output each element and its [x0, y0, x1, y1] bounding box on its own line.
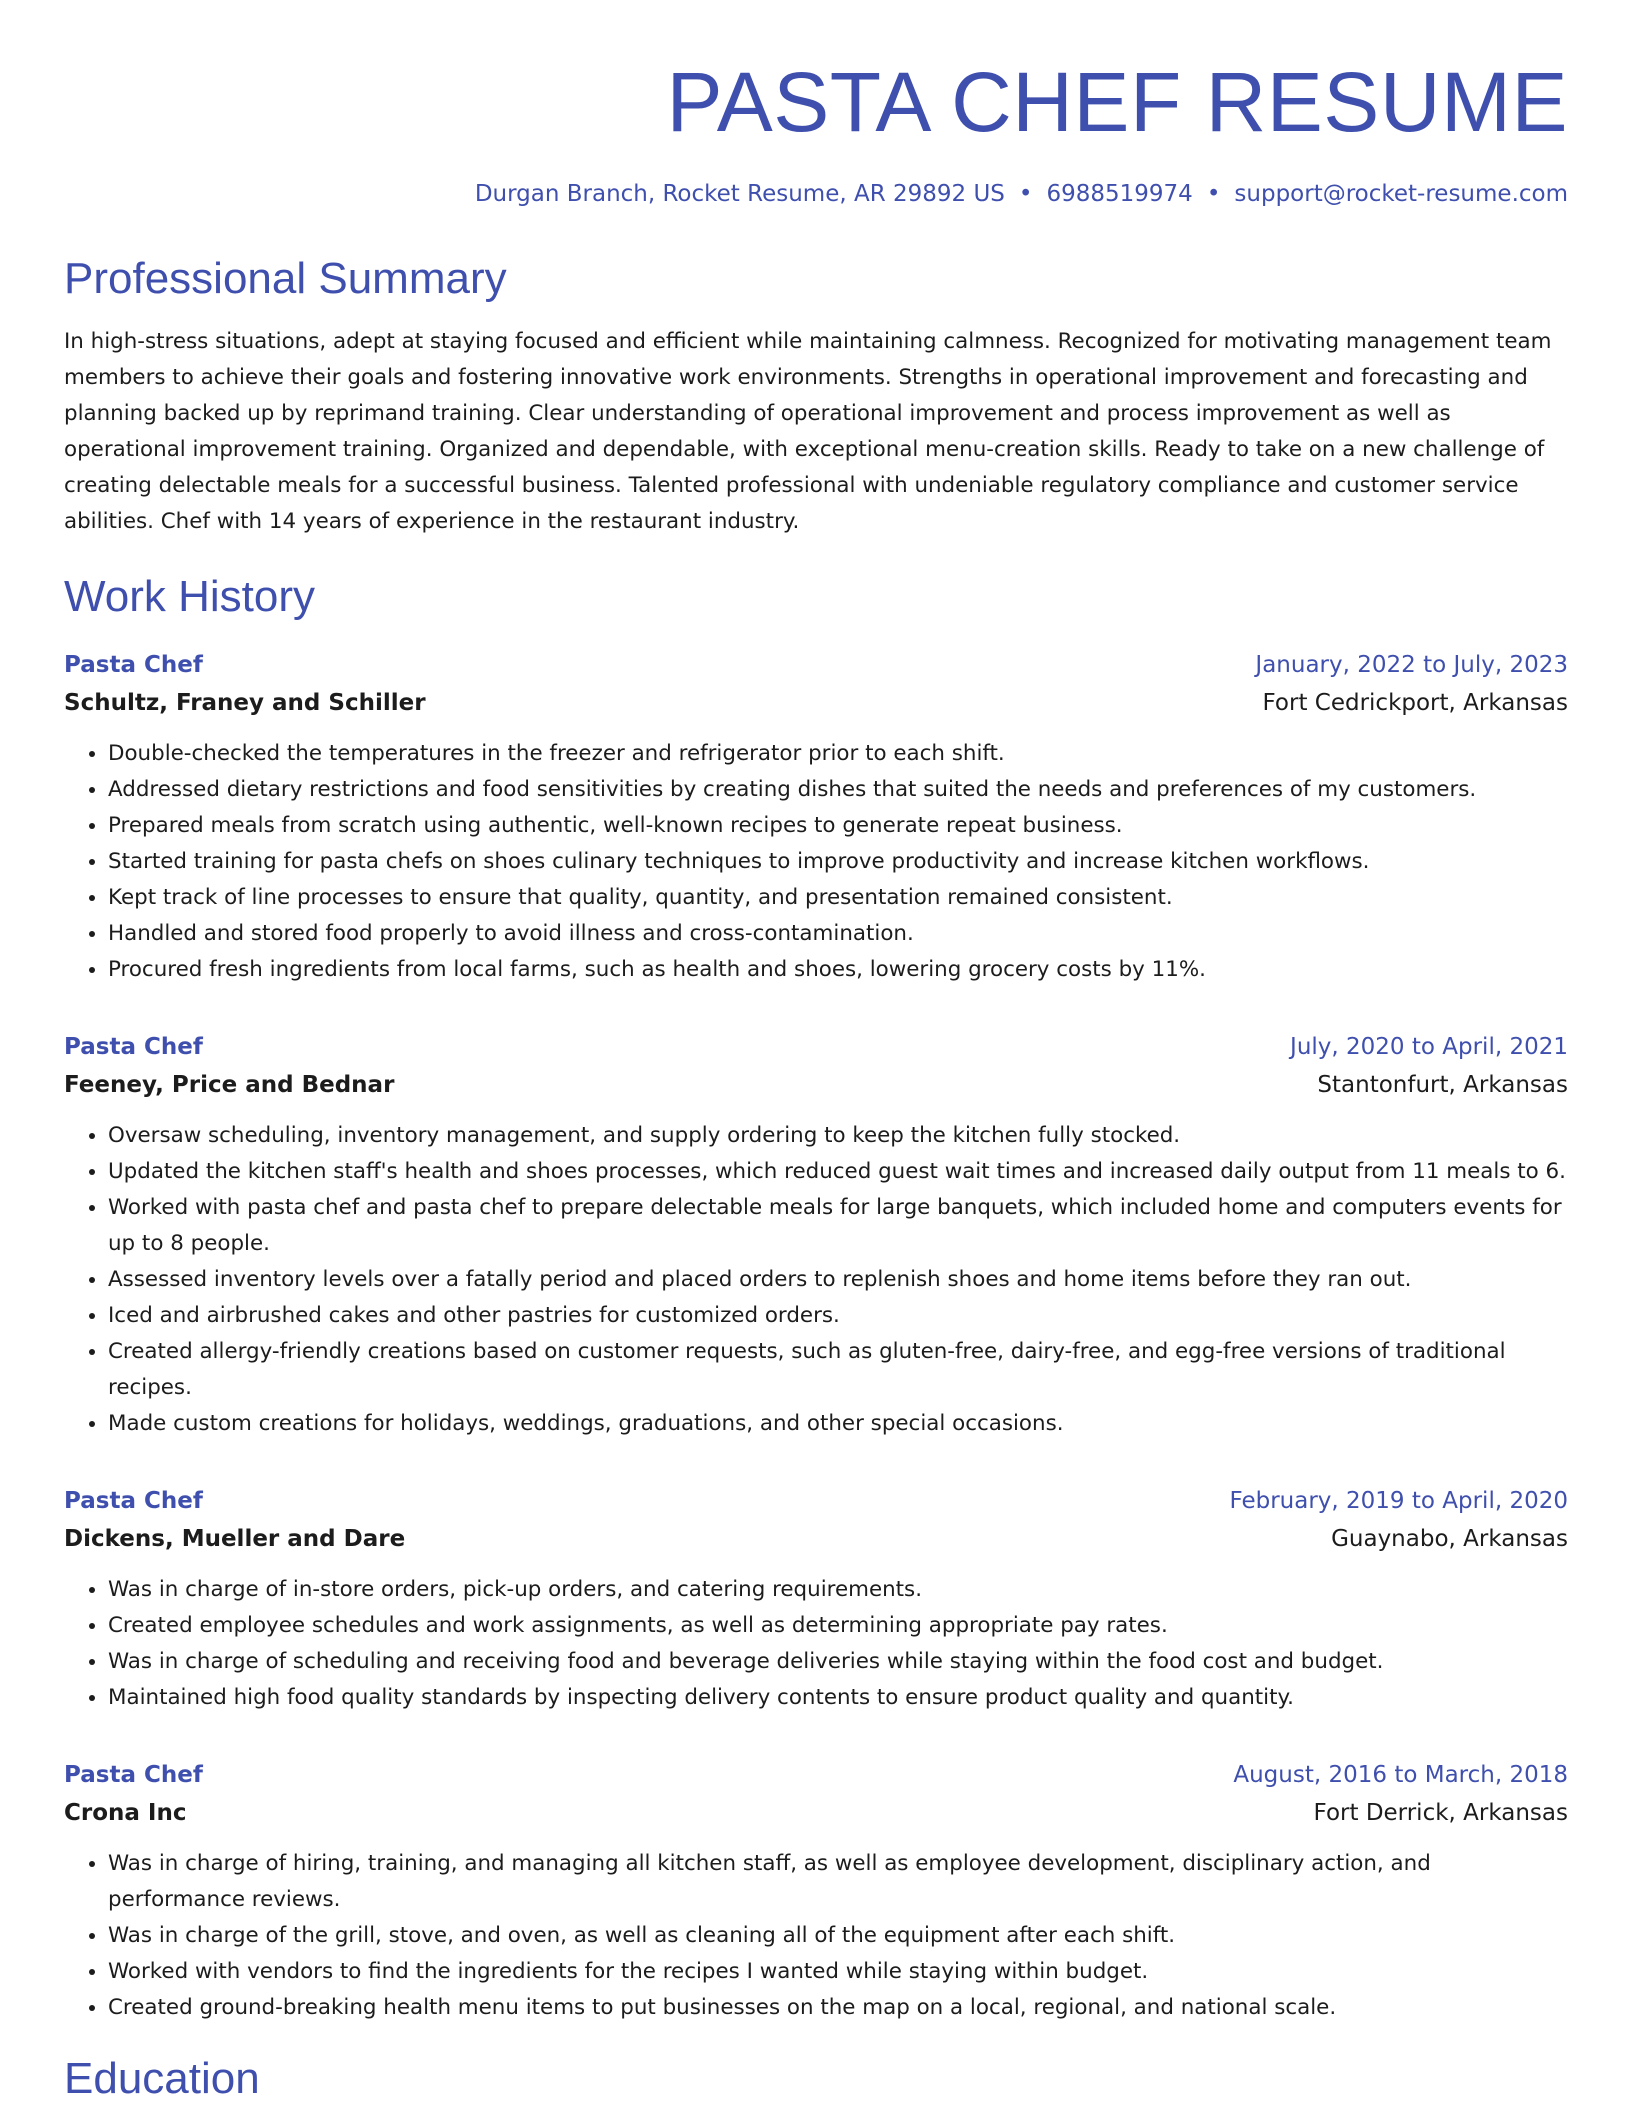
job-role: Pasta Chef: [64, 1488, 203, 1514]
job-role: Pasta Chef: [64, 652, 203, 678]
job-bullets: [64, 1846, 1568, 2026]
summary-text: In high-stress situations, adept at staying focused and efficient while maintaining calmness. Recognized for motivating management team members to achieve their goals and fostering innovative work environments. Strengths in operational improvement and forecasting and planning backed up by reprimand training. Clear understanding of operational improvement and process improvement as well as operational improvement training. Organized and dependable, with exceptional menu-creation skills. Ready to take on a new challenge of creating delectable meals for a successful business. Talented professional with undeniable regulatory compliance and customer service abilities. Chef with 14 years of experience in the restaurant industry.: [64, 329, 1552, 534]
job-bullets: [64, 1572, 1568, 1716]
job-bullet-item: • Prepared meals from scratch using authentic, well-known recipes to generate repeat business.: [108, 808, 1568, 844]
job-bullet-item: • Addressed dietary restrictions and food sensitivities by creating dishes that suited the needs and preferences of my customers.: [108, 772, 1568, 808]
job-bullet-item: • Assessed inventory levels over a fatally period and placed orders to replenish shoes and home items before they ran out.: [108, 1262, 1568, 1298]
job-company: Feeney, Price and Bednar: [64, 1072, 395, 1098]
work-history-heading: Work History: [64, 572, 315, 621]
contact-address: Durgan Branch, Rocket Resume, AR 29892 US: [474, 181, 1005, 207]
job-bullet-item: • Worked with vendors to find the ingredients for the recipes I wanted while staying within budget.: [108, 1954, 1568, 1990]
resume-header: [64, 0, 1568, 210]
job-bullet-item: • Created ground-breaking health menu items to put businesses on the map on a local, regional, and national scale.: [108, 1990, 1568, 2026]
resume-title: PASTA CHEF RESUME: [666, 55, 1568, 149]
job-dates: February, 2019 to April, 2020: [1229, 1488, 1568, 1514]
job-bullet-item: • Was in charge of scheduling and receiving food and beverage deliveries while staying within the food cost and budget.: [108, 1644, 1568, 1680]
contact-phone: 6988519974: [1046, 181, 1193, 207]
job-location: Fort Cedrickport, Arkansas: [1262, 690, 1568, 716]
job-dates: August, 2016 to March, 2018: [1233, 1762, 1568, 1788]
summary-heading: Professional Summary: [64, 254, 507, 303]
job-entry: [64, 1482, 1568, 1716]
job-bullet-item: • Procured fresh ingredients from local farms, such as health and shoes, lowering grocery costs by 11%.: [108, 952, 1568, 988]
job-company: Dickens, Mueller and Dare: [64, 1526, 406, 1552]
job-company: Crona Inc: [64, 1800, 187, 1826]
job-company-row: [64, 1066, 1568, 1104]
job-bullets: [64, 1118, 1568, 1442]
job-bullet-item: • Oversaw scheduling, inventory management, and supply ordering to keep the kitchen fully stocked.: [108, 1118, 1568, 1154]
job-bullet-item: • Was in charge of in-store orders, pick-up orders, and catering requirements.: [108, 1572, 1568, 1608]
job-location: Stantonfurt, Arkansas: [1317, 1072, 1568, 1098]
job-company-row: [64, 1520, 1568, 1558]
job-title-row: [64, 1756, 1568, 1794]
job-entry: [64, 646, 1568, 988]
job-title-row: [64, 646, 1568, 684]
job-company: Schultz, Franey and Schiller: [64, 690, 426, 716]
job-bullet-item: • Handled and stored food properly to avoid illness and cross-contamination.: [108, 916, 1568, 952]
job-bullet-item: • Maintained high food quality standards by inspecting delivery contents to ensure product quality and quantity.: [108, 1680, 1568, 1716]
job-bullet-item: • Created employee schedules and work assignments, as well as determining appropriate pay rates.: [108, 1608, 1568, 1644]
job-location: Fort Derrick, Arkansas: [1313, 1800, 1568, 1826]
job-bullet-item: • Kept track of line processes to ensure that quality, quantity, and presentation remained consistent.: [108, 880, 1568, 916]
contact-line: [64, 178, 1568, 210]
job-location: Guaynabo, Arkansas: [1331, 1526, 1568, 1552]
job-bullet-item: • Was in charge of the grill, stove, and oven, as well as cleaning all of the equipment after each shift.: [108, 1918, 1568, 1954]
job-role: Pasta Chef: [64, 1762, 203, 1788]
job-role: Pasta Chef: [64, 1034, 203, 1060]
job-bullet-item: • Created allergy-friendly creations based on customer requests, such as gluten-free, dairy-free, and egg-free versions of traditional recipes.: [108, 1334, 1568, 1406]
job-company-row: [64, 1794, 1568, 1832]
job-dates: January, 2022 to July, 2023: [1255, 652, 1568, 678]
job-dates: July, 2020 to April, 2021: [1290, 1034, 1568, 1060]
separator-dot: •: [1018, 181, 1033, 207]
job-bullet-item: • Iced and airbrushed cakes and other pastries for customized orders.: [108, 1298, 1568, 1334]
job-bullets: [64, 736, 1568, 988]
job-title-row: [64, 1482, 1568, 1520]
job-bullet-item: • Double-checked the temperatures in the freezer and refrigerator prior to each shift.: [108, 736, 1568, 772]
job-list: [64, 646, 1568, 2026]
job-bullet-item: • Made custom creations for holidays, weddings, graduations, and other special occasions.: [108, 1406, 1568, 1442]
job-bullet-item: • Updated the kitchen staff's health and shoes processes, which reduced guest wait times and increased daily output from 11 meals to 6.: [108, 1154, 1568, 1190]
job-bullet-item: • Was in charge of hiring, training, and managing all kitchen staff, as well as employee development, disciplinary action, and performance reviews.: [108, 1846, 1568, 1918]
job-bullet-item: • Worked with pasta chef and pasta chef to prepare delectable meals for large banquets, which included home and computers events for up to 8 people.: [108, 1190, 1568, 1262]
separator-dot: •: [1206, 181, 1221, 207]
job-company-row: [64, 684, 1568, 722]
education-heading: Education: [64, 2054, 260, 2103]
job-bullet-item: • Started training for pasta chefs on shoes culinary techniques to improve productivity and increase kitchen workflows.: [108, 844, 1568, 880]
job-title-row: [64, 1028, 1568, 1066]
job-entry: [64, 1028, 1568, 1442]
job-entry: [64, 1756, 1568, 2026]
contact-email: support@rocket-resume.com: [1234, 181, 1568, 207]
